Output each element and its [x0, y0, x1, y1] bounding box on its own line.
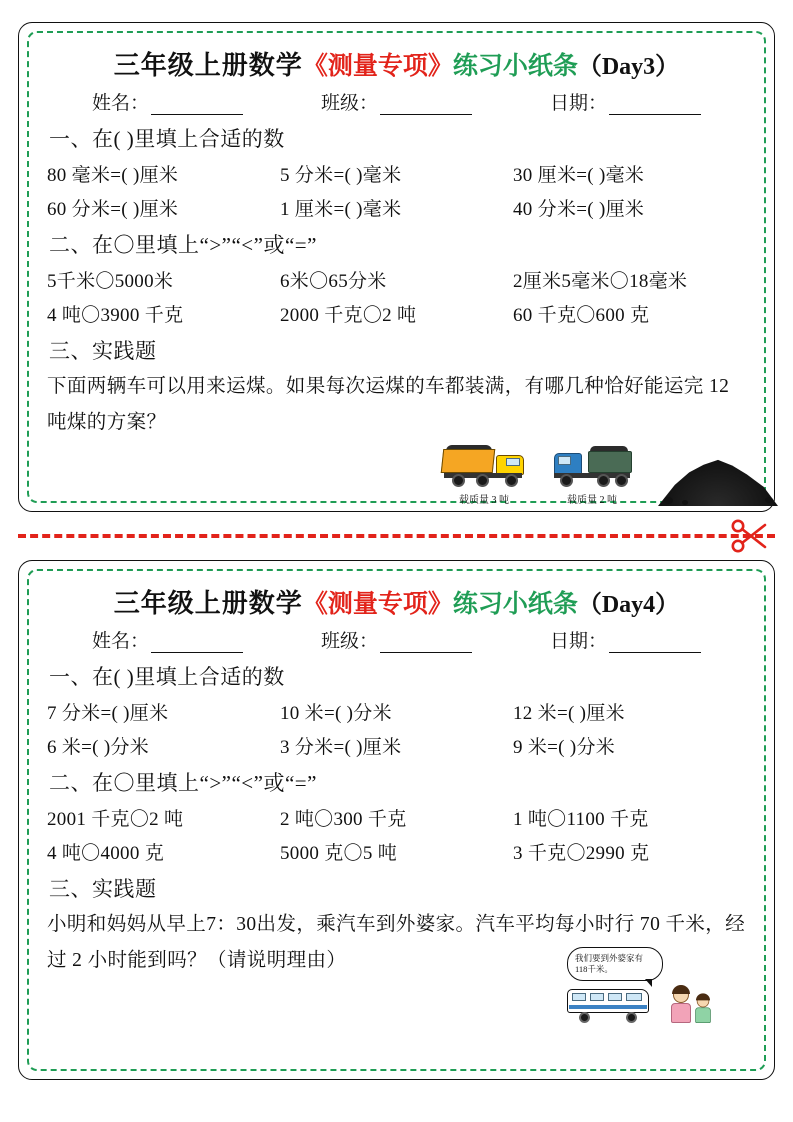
title-red-middle: 《测量专项》	[302, 53, 453, 80]
class-label: 班级：	[320, 631, 378, 652]
dump-truck-illustration	[442, 443, 526, 506]
practice-paragraph-day3: 下面两辆车可以用来运煤。如果每次运煤的车都装满，有哪几种恰好能运完 12 吨煤的方案？	[47, 376, 730, 433]
question-item[interactable]: 1 厘米=( )毫米	[280, 199, 402, 220]
question-item[interactable]: 4 吨〇3900 千克	[47, 305, 184, 326]
question-item[interactable]: 30 厘米=( )毫米	[513, 165, 645, 186]
mother-figure-icon	[671, 987, 691, 1023]
question-item[interactable]: 9 米=( )分米	[513, 737, 616, 758]
page-title-day3	[47, 45, 746, 82]
question-item[interactable]: 60 千克〇600 克	[513, 305, 650, 326]
bus-icon	[567, 987, 649, 1023]
question-item[interactable]: 4 吨〇4000 克	[47, 843, 165, 864]
question-item[interactable]: 40 分米=( )厘米	[513, 199, 645, 220]
date-label: 日期：	[549, 93, 607, 114]
class-input-blank[interactable]	[380, 637, 472, 653]
cut-here-dashed-line	[18, 512, 775, 560]
title-day-label: （Day4）	[577, 592, 680, 618]
date-input-blank[interactable]	[609, 637, 701, 653]
question-item[interactable]: 2000 千克〇2 吨	[280, 305, 417, 326]
mother-and-child-illustration	[671, 987, 713, 1023]
section-2-row-2-day4	[47, 838, 746, 865]
question-item[interactable]: 2001 千克〇2 吨	[47, 809, 184, 830]
date-field-group	[550, 626, 701, 653]
question-item[interactable]: 3 千克〇2990 克	[513, 843, 650, 864]
name-field-group	[92, 626, 243, 653]
coal-pile-icon	[658, 452, 778, 506]
question-item[interactable]: 3 分米=( )厘米	[280, 737, 402, 758]
dashed-line	[18, 534, 775, 538]
name-label: 姓名：	[91, 631, 149, 652]
section-3-heading-day3: 三、实践题	[49, 339, 157, 363]
question-item[interactable]: 2厘米5毫米〇18毫米	[513, 271, 688, 292]
question-item[interactable]: 80 毫米=( )厘米	[47, 165, 179, 186]
section-2-heading-day3: 二、在〇里填上“>”“<”或“=”	[49, 233, 317, 257]
class-field-group	[321, 88, 472, 115]
title-green-suffix: 练习小纸条	[452, 53, 578, 80]
date-label: 日期：	[549, 631, 607, 652]
question-item[interactable]: 6 米=( )分米	[47, 737, 150, 758]
title-black-prefix: 三年级上册数学	[113, 589, 303, 618]
question-item[interactable]: 2 吨〇300 千克	[280, 809, 407, 830]
section-2-row-2-day3	[47, 300, 746, 327]
question-item[interactable]: 6米〇65分米	[280, 271, 387, 292]
name-input-blank[interactable]	[151, 637, 243, 653]
section-3-heading-day4: 三、实践题	[49, 877, 157, 901]
illustration-row-day3	[47, 443, 746, 506]
section-2-row-1-day4	[47, 804, 746, 831]
title-green-suffix: 练习小纸条	[452, 591, 578, 618]
worksheet-card-day3-inner	[27, 31, 766, 506]
student-meta-row-day4	[47, 626, 746, 653]
worksheet-card-day4-inner	[27, 569, 766, 1071]
question-item[interactable]: 7 分米=( )厘米	[47, 703, 169, 724]
green-truck-icon	[552, 443, 632, 489]
worksheet-card-day4	[18, 560, 775, 1080]
title-black-prefix: 三年级上册数学	[113, 51, 303, 80]
question-item[interactable]: 5 分米=( )毫米	[280, 165, 402, 186]
practice-paragraph-day4: 小明和妈妈从早上7：30出发，乘汽车到外婆家。汽车平均每小时行 70 千米，经过 2 小时能到吗？（请说明理由）	[47, 914, 746, 971]
name-field-group	[92, 88, 243, 115]
section-2-heading-day4: 二、在〇里填上“>”“<”或“=”	[49, 771, 317, 795]
page-bottom-margin	[18, 1080, 775, 1100]
name-input-blank[interactable]	[151, 99, 243, 115]
scissors-icon	[729, 516, 769, 556]
dump-truck-icon	[442, 443, 526, 489]
question-item[interactable]: 5千米〇5000米	[47, 271, 174, 292]
section-1-row-1-day3	[47, 160, 746, 187]
section-1-heading-day3: 一、在( )里填上合适的数	[49, 127, 285, 151]
question-item[interactable]: 10 米=( )分米	[280, 703, 392, 724]
class-field-group	[321, 626, 472, 653]
coal-pile-illustration	[658, 452, 778, 506]
green-truck-illustration	[552, 443, 632, 506]
date-field-group	[550, 88, 701, 115]
section-1-row-2-day3	[47, 194, 746, 221]
section-1-heading-day4: 一、在( )里填上合适的数	[49, 665, 285, 689]
question-item[interactable]: 1 吨〇1100 千克	[513, 809, 649, 830]
question-item[interactable]: 60 分米=( )厘米	[47, 199, 179, 220]
section-2-row-1-day3	[47, 266, 746, 293]
child-figure-icon	[695, 995, 711, 1023]
question-item[interactable]: 12 米=( )厘米	[513, 703, 625, 724]
section-1-row-2-day4	[47, 732, 746, 759]
worksheet-card-day3	[18, 22, 775, 512]
date-input-blank[interactable]	[609, 99, 701, 115]
title-red-middle: 《测量专项》	[302, 591, 453, 618]
page-title-day4	[47, 583, 746, 620]
dump-truck-capacity-caption: 载质量 3 吨	[459, 495, 509, 506]
class-input-blank[interactable]	[380, 99, 472, 115]
name-label: 姓名：	[91, 93, 149, 114]
green-truck-capacity-caption: 载质量 2 吨	[567, 495, 617, 506]
section-1-row-1-day4	[47, 698, 746, 725]
student-meta-row-day3	[47, 88, 746, 115]
title-day-label: （Day3）	[577, 54, 680, 80]
speech-bubble: 我们要到外婆家有118千米。	[567, 947, 663, 981]
class-label: 班级：	[320, 93, 378, 114]
question-item[interactable]: 5000 克〇5 吨	[280, 843, 398, 864]
